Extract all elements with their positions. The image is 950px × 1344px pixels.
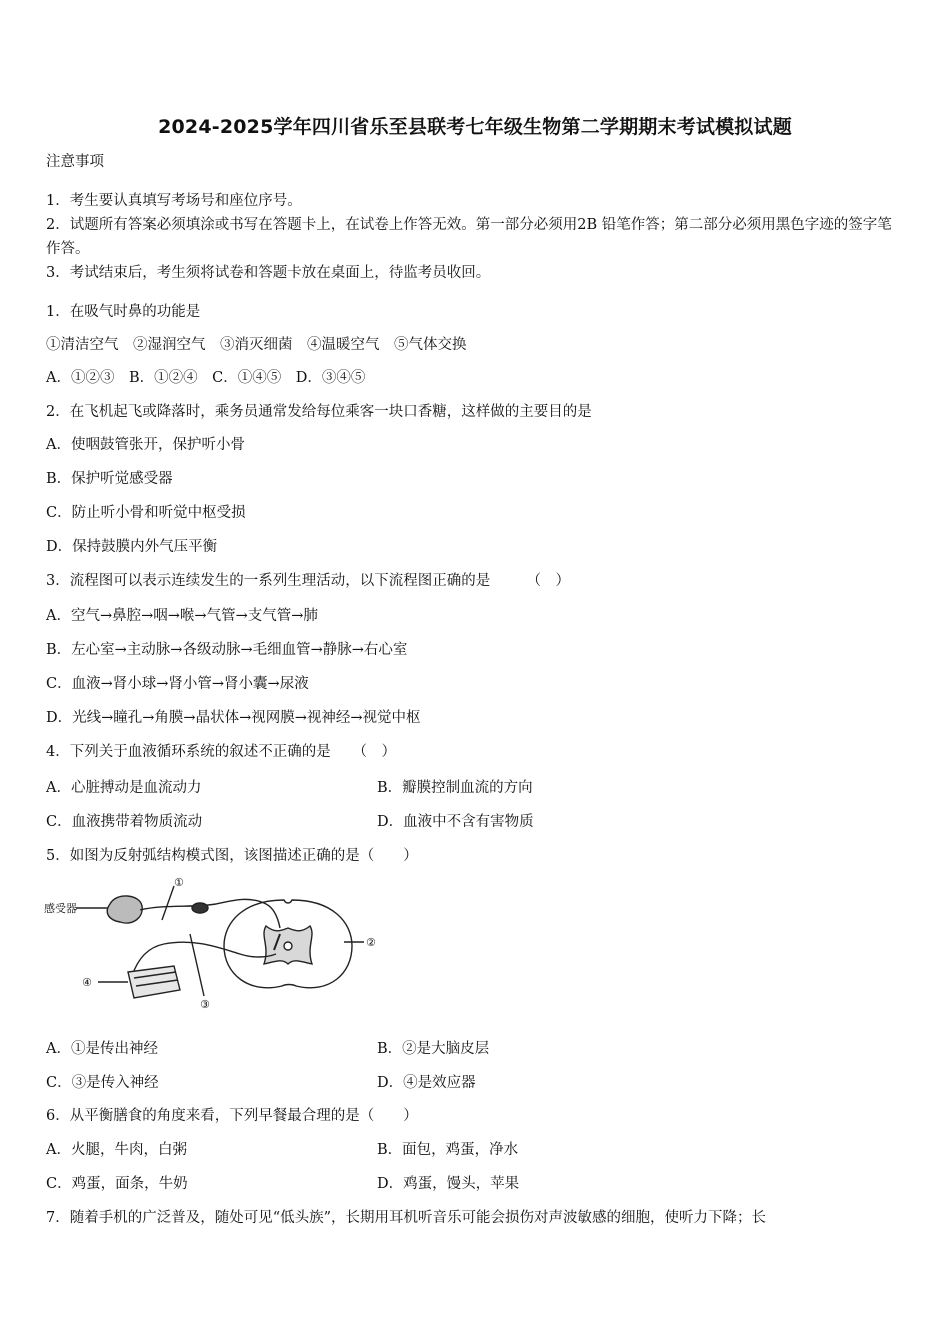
notice-list [46,189,906,285]
question-6-option-a: A．火腿，牛肉，白粥 [46,1142,187,1158]
mark-1: ① [174,876,184,889]
question-1-options: A．①②③ B．①②④ C．①④⑤ D．③④⑤ [46,370,366,386]
question-3-option-b: B．左心室→主动脉→各级动脉→毛细血管→静脉→右心室 [46,642,408,658]
question-5-option-d: D．④是效应器 [377,1075,476,1091]
question-6-option-c: C．鸡蛋，面条，牛奶 [46,1176,188,1192]
question-5-option-b: B．②是大脑皮层 [377,1041,490,1057]
question-5-stem: 5．如图为反射弧结构模式图，该图描述正确的是（ ） [46,848,418,864]
notice-item: 2．试题所有答案必须填涂或书写在答题卡上，在试卷上作答无效。第一部分必须用2B 铅笔作答；第二部分必须用黑色字迹的签字笔作答。 [46,217,892,257]
question-5-option-a: A．①是传出神经 [46,1041,158,1057]
mark-3: ③ [200,998,210,1011]
question-3-option-c: C．血液→肾小球→肾小管→肾小囊→尿液 [46,676,309,692]
effector-shape [128,966,180,998]
question-6-stem: 6．从平衡膳食的角度来看，下列早餐最合理的是（ ） [46,1108,418,1124]
question-2-option-d: D．保持鼓膜内外气压平衡 [46,539,218,555]
mark-4: ④ [82,976,92,989]
question-2-option-c: C．防止听小骨和听觉中枢受损 [46,505,246,521]
question-4-option-d: D．血液中不含有害物质 [377,814,534,830]
receptor-label: 感受器 [44,902,77,915]
question-4-option-b: B．瓣膜控制血流的方向 [377,780,533,796]
question-2-option-b: B．保护听觉感受器 [46,471,173,487]
notice-item: 3．考试结束后，考生须将试卷和答题卡放在桌面上，待监考员收回。 [46,265,491,281]
question-5-option-c: C．③是传入神经 [46,1075,159,1091]
question-2-option-a: A．使咽鼓管张开，保护听小骨 [46,437,245,453]
question-6-option-d: D．鸡蛋，馒头，苹果 [377,1176,520,1192]
question-1-statements: ①清洁空气 ②湿润空气 ③消灭细菌 ④温暖空气 ⑤气体交换 [46,337,467,353]
leader-1 [162,886,174,920]
question-6-option-b: B．面包，鸡蛋，净水 [377,1142,519,1158]
reflex-arc-figure [44,874,384,1014]
receptor-shape [107,896,142,923]
question-1-stem: 1．在吸气时鼻的功能是 [46,304,201,320]
question-7-stem: 7．随着手机的广泛普及，随处可见“低头族”，长期用耳机听音乐可能会损伤对声波敏感的细胞，使听力下降；长 [46,1210,767,1226]
question-2-stem: 2．在飞机起飞或降落时，乘务员通常发给每位乘客一块口香糖，这样做的主要目的是 [46,404,592,420]
question-3-stem: 3．流程图可以表示连续发生的一系列生理活动，以下流程图正确的是 （ ） [46,573,570,589]
ganglion [192,903,208,913]
notice-item: 1．考生要认真填写考场号和座位序号。 [46,193,302,209]
page-title: 2024-2025学年四川省乐至县联考七年级生物第二学期期末考试模拟试题 [158,116,792,138]
question-3-option-d: D．光线→瞳孔→角膜→晶状体→视网膜→视神经→视觉中枢 [46,710,421,726]
notice-heading: 注意事项 [46,154,104,170]
central-canal [284,942,292,950]
question-4-option-a: A．心脏搏动是血流动力 [46,780,202,796]
question-4-option-c: C．血液携带着物质流动 [46,814,203,830]
mark-2: ② [366,936,376,949]
question-3-option-a: A．空气→鼻腔→咽→喉→气管→支气管→肺 [46,608,318,624]
question-4-stem: 4．下列关于血液循环系统的叙述不正确的是 （ ） [46,744,396,760]
